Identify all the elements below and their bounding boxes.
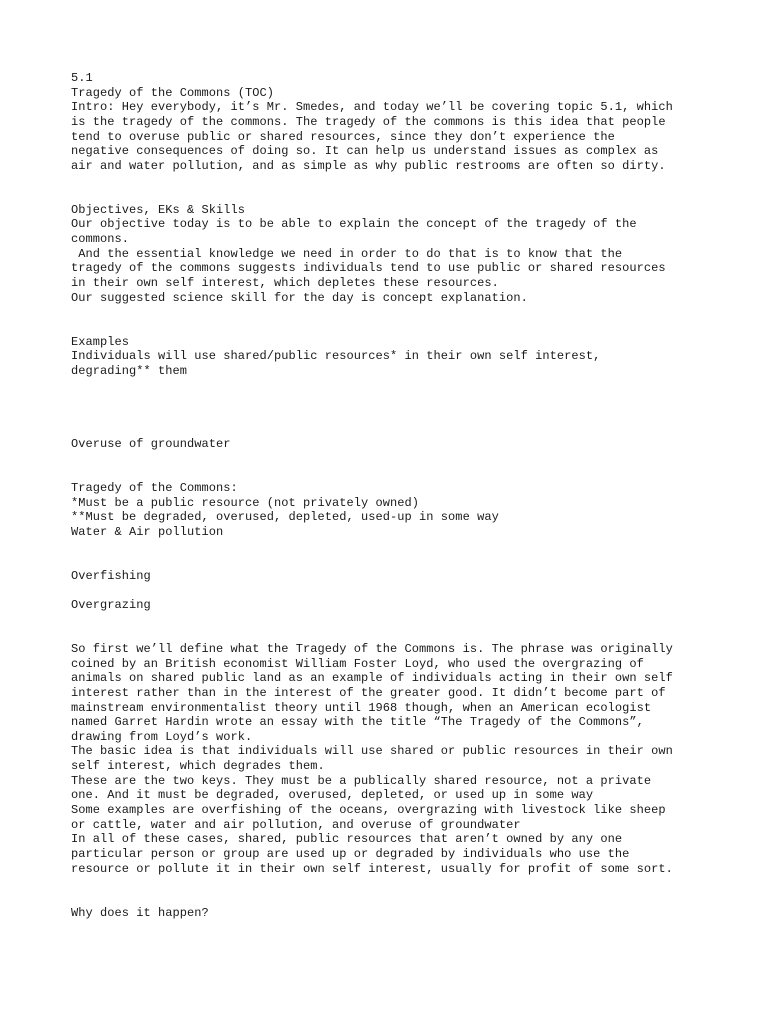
toc-definition-line: Water & Air pollution [71, 524, 224, 539]
spacer [71, 188, 731, 203]
intro-line: negative consequences of doing so. It can help us understand issues as complex as [71, 144, 659, 159]
examples-line: degrading** them [71, 363, 188, 378]
body-line: animals on shared public land as an example of individuals acting in their own self [71, 671, 673, 686]
intro-line: air and water pollution, and as simple as why public restrooms are often so dirty. [71, 158, 666, 173]
objectives-line: Our suggested science skill for the day is concept explanation. [71, 290, 528, 305]
body-line: In all of these cases, shared, public resources that aren’t owned by any one [71, 832, 623, 847]
body-line: These are the two keys. They must be a publically shared resource, not a private [71, 773, 652, 788]
spacer [71, 540, 731, 555]
spacer [71, 173, 731, 188]
intro-line: is the tragedy of the commons. The tragedy of the commons is this idea that people [71, 114, 666, 129]
body-line: coined by an British economist William Foster Loyd, who used the overgrazing of [71, 656, 644, 671]
topic-number: 5.1 [71, 71, 93, 85]
body-line: self interest, which degrades them. [71, 759, 325, 774]
overgrazing-label: Overgrazing [71, 598, 151, 613]
spacer [71, 378, 731, 393]
body-line: mainstream environmentalist theory until 1968 though, when an American ecologist [71, 700, 652, 715]
document-text [71, 71, 731, 920]
groundwater-label: Overuse of groundwater [71, 437, 231, 452]
spacer [71, 627, 731, 642]
spacer [71, 554, 731, 569]
topic-title: Tragedy of the Commons (TOC) [71, 85, 275, 100]
objectives-line: commons. [71, 232, 130, 247]
body-line: drawing from Loyd’s work. [71, 729, 253, 744]
body-line: So first we’ll define what the Tragedy of the Commons is. The phrase was originally [71, 641, 673, 656]
spacer [71, 408, 731, 423]
spacer [71, 305, 731, 320]
objectives-line: And the essential knowledge we need in order to do that is to know that the [71, 246, 623, 261]
body-line: particular person or group are used up or degraded by individuals who use the [71, 846, 630, 861]
spacer [71, 876, 731, 891]
body-line: Some examples are overfishing of the oceans, overgrazing with livestock like sheep [71, 803, 666, 818]
examples-line: Individuals will use shared/public resources* in their own self interest, [71, 349, 601, 364]
body-line: or cattle, water and air pollution, and overuse of groundwater [71, 817, 521, 832]
objectives-line: Our objective today is to be able to explain the concept of the tragedy of the [71, 217, 637, 232]
body-line: interest rather than in the interest of the greater good. It didn’t become part of [71, 685, 666, 700]
examples-heading: Examples [71, 334, 130, 349]
toc-definition-line: **Must be degraded, overused, depleted, used-up in some way [71, 510, 499, 525]
toc-definition-heading: Tragedy of the Commons: [71, 480, 238, 495]
body-line: The basic idea is that individuals will use shared or public resources in their own [71, 744, 673, 759]
spacer [71, 466, 731, 481]
why-heading: Why does it happen? [71, 905, 209, 920]
intro-line: tend to overuse public or shared resources, since they don’t experience the [71, 129, 615, 144]
spacer [71, 422, 731, 437]
objectives-line: tragedy of the commons suggests individuals tend to use public or shared resources [71, 261, 666, 276]
spacer [71, 583, 731, 598]
toc-definition-line: *Must be a public resource (not privately owned) [71, 495, 420, 510]
overfishing-label: Overfishing [71, 568, 151, 583]
body-line: resource or pollute it in their own self interest, usually for profit of some sort. [71, 861, 673, 876]
spacer [71, 891, 731, 906]
spacer [71, 393, 731, 408]
objectives-heading: Objectives, EKs & Skills [71, 202, 246, 217]
intro-line: Intro: Hey everybody, it’s Mr. Smedes, and today we’ll be covering topic 5.1, which [71, 100, 673, 115]
body-line: named Garret Hardin wrote an essay with the title “The Tragedy of the Commons”, [71, 715, 644, 730]
body-line: one. And it must be degraded, overused, depleted, or used up in some way [71, 788, 594, 803]
spacer [71, 320, 731, 335]
spacer [71, 452, 731, 467]
spacer [71, 613, 731, 628]
objectives-line: in their own self interest, which depletes these resources. [71, 275, 499, 290]
